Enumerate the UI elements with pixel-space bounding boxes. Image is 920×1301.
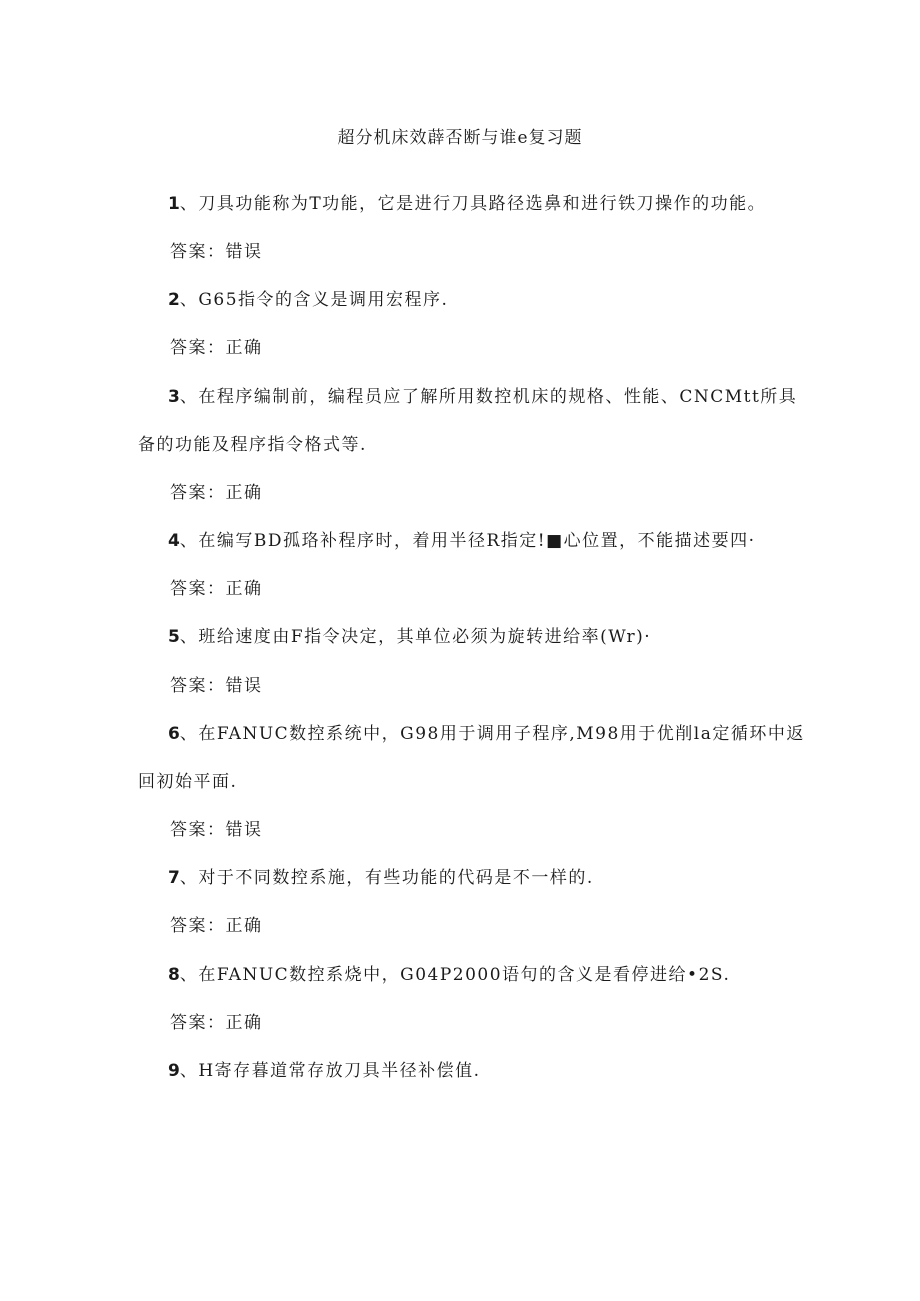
- answer-6: 答案：错误: [170, 820, 263, 840]
- question-4: 4、在编写BD孤珞补程序时，着用半径R指定!■心位置，不能描述要四·: [168, 531, 756, 551]
- question-8: 8、在FANUC数控系烧中，G04P2000语句的含义是看停进给•2S.: [168, 965, 731, 985]
- answer-4: 答案：正确: [170, 579, 263, 599]
- question-9: 9、H寄存暮道常存放刀具半径补偿值.: [168, 1061, 481, 1081]
- question-5: 5、班给速度由F指令决定，其单位必须为旋转进给率(Wr)·: [168, 627, 652, 647]
- question-6: 6、在FANUC数控系统中，G98用于调用子程序,M98用于优削la定循环中返: [168, 724, 805, 744]
- answer-8: 答案：正确: [170, 1013, 263, 1033]
- question-6-continued: 回初始平面.: [138, 772, 238, 792]
- question-3-continued: 备的功能及程序指令格式等.: [138, 435, 367, 455]
- question-2: 2、G65指令的含义是调用宏程序.: [168, 290, 449, 310]
- question-3: 3、在程序编制前，编程员应了解所用数控机床的规格、性能、CNCMtt所具: [168, 387, 798, 407]
- answer-7: 答案：正确: [170, 916, 263, 936]
- answer-1: 答案：错误: [170, 242, 263, 262]
- question-1: 1、刀具功能称为T功能，它是进行刀具路径选鼻和进行铁刀操作的功能。: [168, 194, 767, 214]
- answer-2: 答案：正确: [170, 338, 263, 358]
- answer-3: 答案：正确: [170, 483, 263, 503]
- answer-5: 答案：错误: [170, 676, 263, 696]
- page-title: 超分机床效薜否断与谁e复习题: [337, 128, 583, 148]
- question-7: 7、对于不同数控系施，有些功能的代码是不一样的.: [168, 868, 594, 888]
